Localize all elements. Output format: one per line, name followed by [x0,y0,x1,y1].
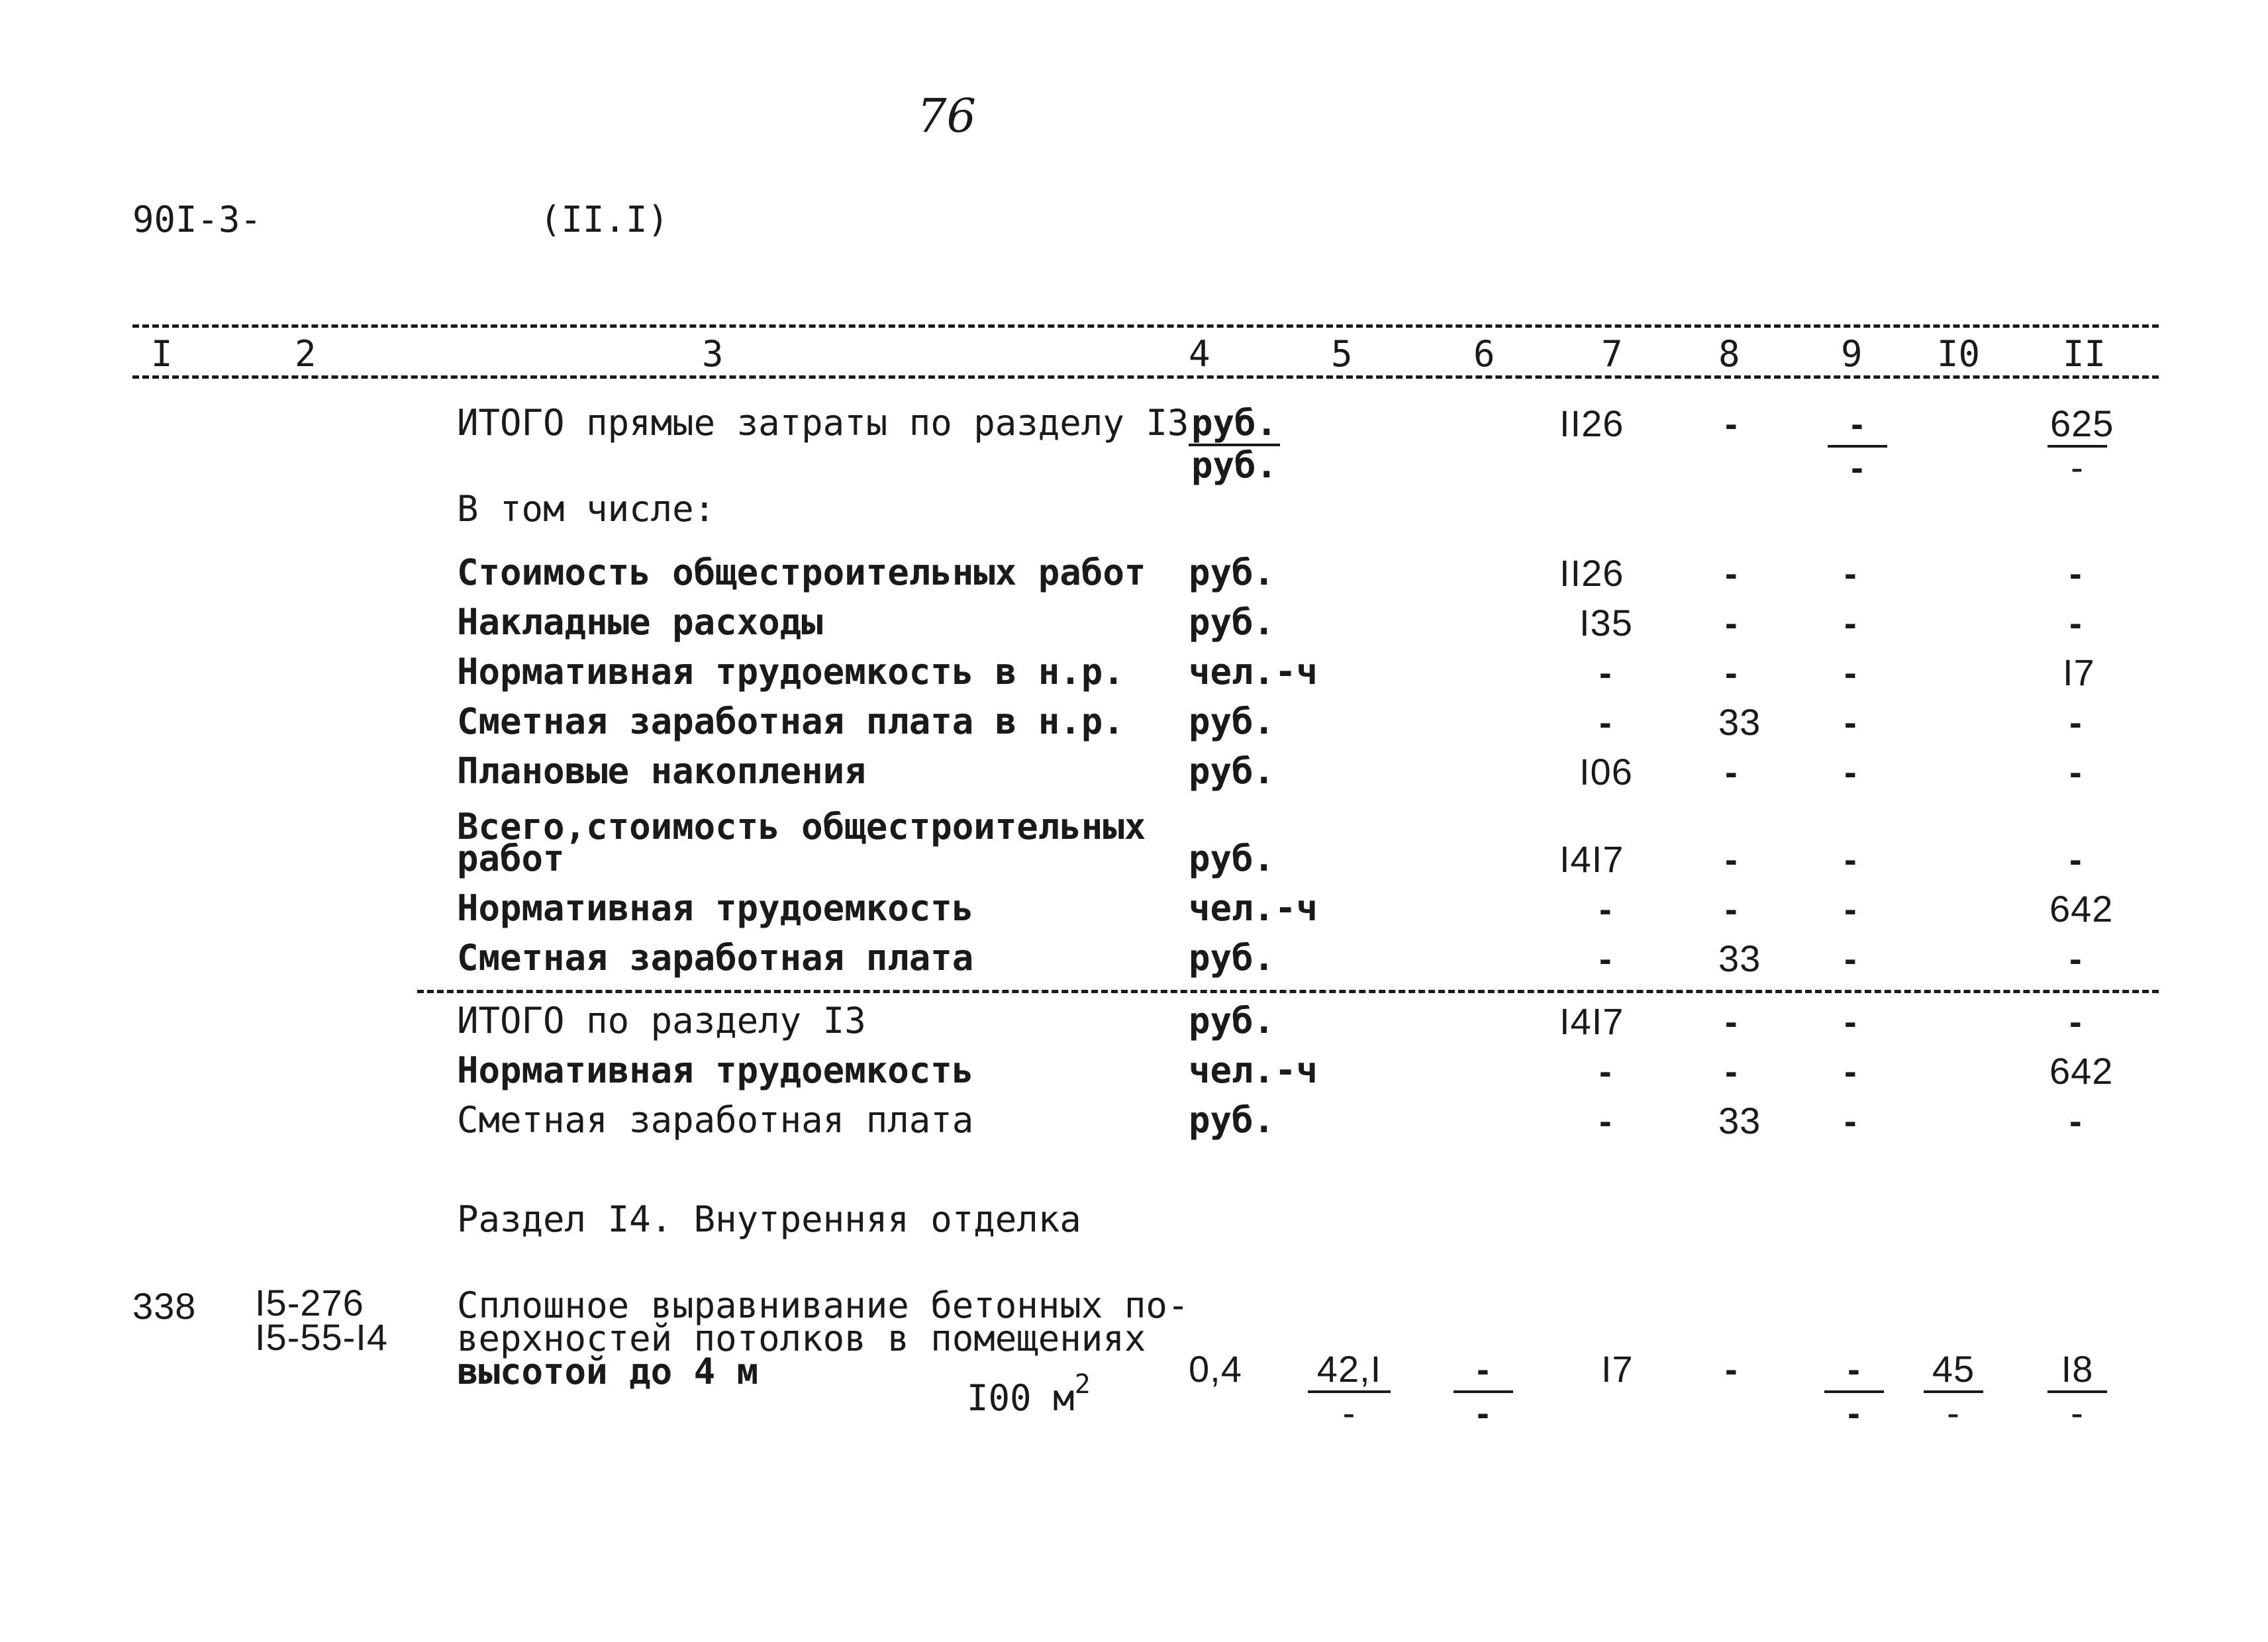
cell-col7: I7 [1601,1348,1634,1390]
cell-col7: - [1599,652,1612,693]
cell-col8: - [1725,602,1738,644]
row-label: Плановые накопления [457,750,866,792]
row-label: ИТОГО прямые затраты по разделу I3 [457,402,1189,444]
cell-col9: - [1844,602,1857,644]
row-label: Сметная заработная плата [457,937,974,979]
cell-col8: - [1725,838,1738,880]
cell-col11: - [2069,552,2083,594]
cell-col11: $\frac{625}{-}$ [2047,405,2107,486]
cell-col9: - [1844,1100,1857,1141]
cell-col11: $\frac{I8}{-}$ [2047,1351,2107,1431]
cell-col8: - [1725,552,1738,594]
cell-col9: - [1844,1000,1857,1042]
cell-col7: - [1599,1050,1612,1092]
document-code: 90I-3- [132,199,262,240]
cell-col8: - [1725,1348,1738,1390]
cell-col8: 33 [1718,938,1761,979]
row-unit: $\frac{\text{руб.}}{\text{руб.}}$ [1189,405,1280,483]
cell-col11: 642 [2049,888,2114,930]
cell-col9: - [1844,838,1857,880]
cell-col11: - [2069,602,2083,644]
cell-col11: 642 [2049,1050,2114,1092]
cell-col7: I4I7 [1559,1000,1624,1042]
header-rule-top [132,324,2159,328]
row-unit: руб. [1189,552,1275,593]
cell-col8: - [1725,403,1738,444]
cell-col7: - [1599,701,1612,743]
row-label-line1: Всего,стоимость общестроительных [457,806,1146,847]
item-code-line1: I5-276 [255,1282,364,1324]
row-label-subtitle: В том числе: [457,488,716,530]
cell-col7: - [1599,938,1612,979]
col-header-7: 7 [1601,333,1623,375]
col-header-5: 5 [1331,333,1353,375]
header-rule-bottom [132,375,2159,379]
cell-col9: - [1844,652,1857,693]
row-label-line2: работ [457,838,565,879]
cell-col7: I4I7 [1559,838,1624,880]
row-unit: чел.-ч [1189,651,1318,693]
cell-col11: - [2069,751,2083,793]
cell-col8: - [1725,751,1738,793]
row-unit: чел.-ч [1189,887,1318,929]
cell-col7: II26 [1559,552,1624,594]
item-number: 338 [132,1285,197,1327]
cell-col11: - [2069,1100,2083,1141]
cell-col7: II26 [1559,403,1624,444]
cell-col5: $\frac{42,I}{-}$ [1308,1351,1391,1431]
cell-col11: I7 [2063,652,2095,693]
cell-col9: $\frac{-}{-}$ [1828,405,1887,486]
row-label: Нормативная трудоемкость [457,1049,974,1091]
col-header-4: 4 [1189,333,1210,375]
item-code-line2: I5-55-I4 [255,1316,388,1358]
cell-col9: - [1844,552,1857,594]
item-desc-line2: верхностей потолков в помещениях [457,1318,1146,1359]
col-header-3: 3 [702,333,724,375]
row-label: Стоимость общестроительных работ [457,552,1146,593]
row-label: Нормативная трудоемкость в н.р. [457,651,1124,693]
row-label: Сметная заработная плата [457,1099,974,1141]
row-unit: руб. [1189,1099,1275,1141]
cell-col7: I35 [1579,602,1633,644]
page-number: 76 [917,89,977,143]
cell-col7: - [1599,888,1612,930]
row-label: Накладные расходы [457,601,823,643]
col-header-11: II [2063,333,2106,375]
cell-col8: - [1725,1050,1738,1092]
cell-col11: - [2069,838,2083,880]
row-unit: чел.-ч [1189,1049,1318,1091]
cell-col9: $\frac{-}{-}$ [1824,1351,1884,1431]
row-unit: руб. [1189,700,1275,742]
item-measure: I00 $м^2$ [967,1369,1091,1419]
row-unit: руб. [1189,937,1275,979]
item-desc-line1: Сплошное выравнивание бетонных по- [457,1284,1189,1326]
row-unit: руб. [1189,838,1275,879]
cell-col11: - [2069,938,2083,979]
cell-col8: - [1725,1000,1738,1042]
col-header-9: 9 [1841,333,1863,375]
cell-col9: - [1844,888,1857,930]
cell-col8: 33 [1718,701,1761,743]
col-header-10: I0 [1937,333,1981,375]
document-section: (II.I) [540,199,669,240]
col-header-2: 2 [295,333,317,375]
row-unit: руб. [1189,601,1275,643]
cell-col9: - [1844,1050,1857,1092]
cell-col8: - [1725,652,1738,693]
row-label: Сметная заработная плата в н.р. [457,700,1124,742]
row-unit: руб. [1189,750,1275,792]
col-header-6: 6 [1473,333,1495,375]
cell-col9: - [1844,751,1857,793]
cell-col7: - [1599,1100,1612,1141]
cell-col11: - [2069,1000,2083,1042]
row-unit: руб. [1189,1000,1275,1041]
col-header-8: 8 [1718,333,1740,375]
cell-col7: I06 [1579,751,1633,793]
col-header-1: I [151,333,173,375]
cell-col8: - [1725,888,1738,930]
cell-col9: - [1844,938,1857,979]
section-title: Раздел I4. Внутренняя отделка [457,1198,1081,1240]
cell-col6: $\frac{-}{-}$ [1454,1351,1513,1431]
cell-col8: 33 [1718,1100,1761,1141]
row-label: Нормативная трудоемкость [457,887,974,929]
section-rule [417,990,2159,993]
cell-col10: $\frac{45}{-}$ [1924,1351,1983,1431]
cell-col4: 0,4 [1189,1348,1242,1390]
item-desc-line3: высотой до 4 м [457,1351,759,1392]
row-label: ИТОГО по разделу I3 [457,1000,866,1041]
cell-col11: - [2069,701,2083,743]
cell-col9: - [1844,701,1857,743]
